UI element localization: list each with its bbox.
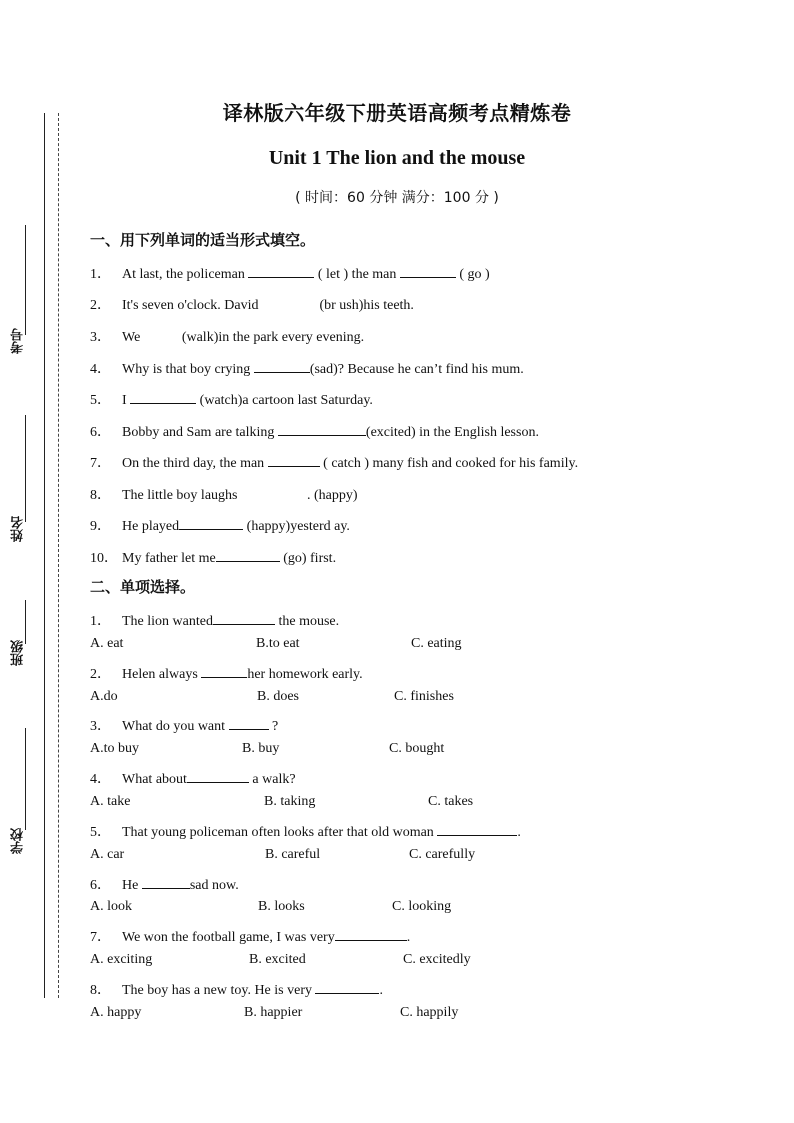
section1-heading: 一、用下列单词的适当形式填空。 [90, 231, 316, 249]
answer-blank[interactable] [254, 358, 310, 373]
name-label: 姓名 [11, 516, 26, 542]
option-b[interactable]: B. careful [265, 847, 321, 862]
answer-blank[interactable] [335, 926, 407, 941]
option-b[interactable]: B. does [257, 689, 299, 704]
fill-question-7: 7． On the third day, the man ( catch ) many fish and cooked for his family. [90, 452, 578, 472]
answer-blank[interactable] [201, 663, 247, 678]
answer-blank[interactable] [179, 515, 243, 530]
fill-question-1: 1． At last, the policeman ( let ) the man ( go ) [90, 263, 490, 283]
option-c[interactable]: C. takes [428, 794, 474, 809]
paper-title: 译林版六年级下册英语高频考点精炼卷 [222, 101, 572, 125]
answer-blank[interactable] [187, 768, 249, 783]
option-c[interactable]: C. bought [389, 741, 445, 756]
fill-question-3: 3． We (walk)in the park every evening. [90, 330, 365, 345]
option-a[interactable]: A. eat [90, 636, 124, 651]
option-b[interactable]: B. taking [264, 794, 316, 809]
school-label: 学校 [11, 828, 26, 854]
fill-question-4: 4． Why is that boy crying (sad)? Because he can’t find his mum. [90, 358, 524, 378]
binding-dashed-line [58, 113, 59, 998]
answer-blank[interactable] [268, 452, 320, 467]
option-a[interactable]: A.to buy [90, 741, 139, 756]
option-a[interactable]: A. car [90, 847, 125, 862]
answer-blank[interactable] [248, 263, 314, 278]
time-score-info: ( 时间：60 分钟 满分：100 分 ) [295, 190, 499, 206]
answer-blank[interactable] [229, 715, 269, 730]
option-c[interactable]: C. happily [400, 1005, 459, 1020]
option-c[interactable]: C. looking [392, 899, 452, 914]
option-a[interactable]: A. look [90, 899, 132, 914]
fill-question-9: 9． He played (happy)yesterd ay. [90, 515, 350, 535]
choice-question-7: 7． We won the football game, I was very . [90, 926, 410, 946]
choice-question-3: 3． What do you want ? [90, 715, 278, 735]
class-label: 班级 [11, 640, 26, 666]
fill-question-5: 5． I (watch)a cartoon last Saturday. [90, 389, 373, 409]
option-c[interactable]: C. finishes [394, 689, 454, 704]
option-b[interactable]: B.to eat [256, 636, 300, 651]
answer-blank[interactable] [315, 979, 379, 994]
name-line [25, 415, 26, 522]
option-b[interactable]: B. looks [258, 899, 305, 914]
choice-question-1: 1． The lion wanted the mouse. [90, 610, 339, 630]
fill-question-2: 2． It's seven o'clock. David (br ush)his teeth. [90, 298, 414, 313]
answer-blank[interactable] [213, 610, 275, 625]
choice-question-6: 6． He sad now. [90, 874, 239, 894]
answer-blank[interactable] [216, 547, 280, 562]
fill-question-8: 8． The little boy laughs . (happy) [90, 488, 358, 503]
exam-number-label: 考号 [11, 328, 26, 354]
option-a[interactable]: A. take [90, 794, 131, 809]
choice-question-8: 8． The boy has a new toy. He is very . [90, 979, 383, 999]
option-c[interactable]: C. excitedly [403, 952, 471, 967]
exam-number-line [25, 225, 26, 335]
answer-blank[interactable] [437, 821, 517, 836]
unit-title: Unit 1 The lion and the mouse [268, 147, 526, 169]
option-b[interactable]: B. happier [244, 1005, 303, 1020]
answer-blank[interactable] [130, 389, 196, 404]
option-a[interactable]: A.do [90, 689, 118, 704]
section2-heading: 二、单项选择。 [90, 578, 196, 596]
class-line [25, 600, 26, 644]
option-b[interactable]: B. buy [242, 741, 280, 756]
option-b[interactable]: B. excited [249, 952, 306, 967]
binding-solid-line [44, 113, 45, 998]
answer-blank[interactable] [400, 263, 456, 278]
answer-blank[interactable] [278, 421, 366, 436]
fill-question-10: 10． My father let me (go) first. [90, 547, 336, 567]
option-c[interactable]: C. eating [411, 636, 462, 651]
option-a[interactable]: A. exciting [90, 952, 153, 967]
choice-question-2: 2． Helen always her homework early. [90, 663, 363, 683]
fill-question-6: 6． Bobby and Sam are talking (excited) in the English lesson. [90, 421, 539, 441]
option-c[interactable]: C. carefully [409, 847, 476, 862]
answer-blank[interactable] [142, 874, 190, 889]
school-line [25, 728, 26, 830]
option-a[interactable]: A. happy [90, 1005, 142, 1020]
choice-question-4: 4． What about a walk? [90, 768, 296, 788]
choice-question-5: 5． That young policeman often looks after that old woman . [90, 821, 521, 841]
